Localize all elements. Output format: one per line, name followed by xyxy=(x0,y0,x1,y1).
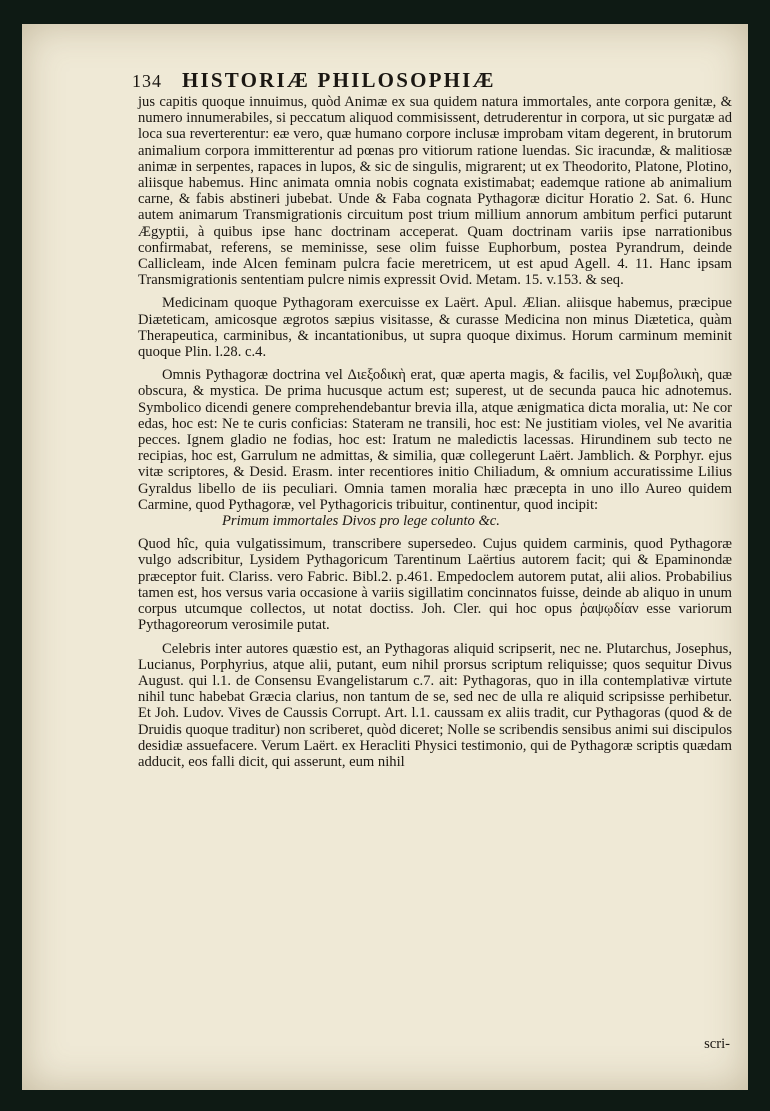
paragraph-continuation: jus capitis quoque innuimus, quòd Animæ ex sua quidem natura immortales, ante corpora genitæ, & numero innumerabiles, si peccatum aliquod commisissent, detruderentur in corpora, ut sic purgatæ ad loca sua reverterentur: eæ vero, quæ humano corpore inclusæ improbam vitam degerent, in brutorum animalium corpora immitterentur ad pœnas pro vitiorum ratione luendas. Sic iracundæ, & malitiosæ animæ in serpentes, rapaces in lupos, & sic de singulis, migrarent; ut ex Theodorito, Platone, Plotino, aliisque habemus. Hinc animata omnia nobis cognata existimabat; eademque ratione ab animalium carne, & fabis abstineri jubebat. Unde & Faba cognata Pythagoræ dicitur Horatio 2. Sat. 6. Hunc autem animarum Transmigrationis circuitum post trium millium annorum ambitum perfici putarunt Ægyptii, à quibus ipse hanc doctrinam acceperat. Quam doctrinam variis ipse narrationibus confirmabat, referens, se meminisse, sese olim fuisse Euphorbum, postea Pyrandrum, deinde Callicleam, inde Alcen feminam pulcra facie meretricem, ut est apud Agell. 4. 11. Hanc ipsam Transmigrationis sententiam pulcre nimis expressit Ovid. Metam. 15. v.153. & seq. xyxy=(138,94,732,289)
catchword: scri- xyxy=(704,1036,730,1052)
running-title: HISTORIÆ PHILOSOPHIÆ xyxy=(182,68,496,92)
verse-line: Primum immortales Divos pro lege colunto &c. xyxy=(222,513,500,530)
paragraph-doctrine: Omnis Pythagoræ doctrina vel Διεξοδικὴ erat, quæ aperta magis, & facilis, vel Συμβολικὴ, quæ obscura, & mystica. De prima hucusque actum est; superest, ut de secunda pauca hic adnotemus. Symbolico dicendi genere comprehendebantur brevia illa, atque ænigmatica dicta moralia, ut: Ne cor edas, hoc est: Ne te curis conficias: Stateram ne transili, hoc est: Ne justitiam violes, vel Ne avaritia pecces. Ignem gladio ne fodias, hoc est: Iratum ne maledictis lacessas. Hirundinem sub tecto ne recipias, hoc est, Garrulum ne admittas, & similia, quæ collegerunt Laërt. Jamblich. & Porphyr. ejus vitæ scriptores, & Desid. Erasm. inter recentiores initio Chiliadum, & omnium accuratissime Lilius Gyraldus libello de iis peculiari. Omnia tamen moralia hæc præcepta in uno illo Aureo quidem Carmine, quod Pythagoræ, vel Pythagoricis tribuitur, continentur, quod incipit: xyxy=(138,367,732,513)
paragraph-writings: Celebris inter autores quæstio est, an Pythagoras aliquid scripserit, nec ne. Plutarchus, Josephus, Lucianus, Porphyrius, atque alii, putant, eum nihil prorsus scriptum reliquisse; quos sequitur Divus August. qui l.1. de Consensu Evangelistarum c.7. ait: Pythagoras, quo in illa contemplativæ virtute nihil tunc habebat Græcia clarius, non tantum de se, sed nec de ulla re aliquid scripsisse perhibetur. Et Joh. Ludov. Vives de Caussis Corrupt. Art. l.1. caussam ex aliis tradit, cur Pythagoras (quod & de Druidis quoque traditur) non scriberet, quòd diceret; Nolle se scribendis sensibus animi sui discipulos desidiæ assuefacere. Verum Laërt. ex Heracliti Physici testimonio, qui de Pythagoræ scriptis quædam adducit, eos falli dicit, qui asserunt, eum nihil xyxy=(138,640,732,770)
book-page xyxy=(22,24,748,1090)
running-header xyxy=(132,68,712,93)
paragraph-golden-verse: Quod hîc, quia vulgatissimum, transcribere supersedeo. Cujus quidem carminis, quod Pythagoræ vulgo adscribitur, Lysidem Pythagoricum Tarentinum Laërtius autorem facit; qui & Epaminondæ præceptor fuit. Clariss. vero Fabric. Bibl.2. p.461. Empedoclem autorem putat, alii alios. Probabilius tamen est, hos versus varia occasione à variis sigillatim concinnatos fuisse, deinde ab aliquo in unum corpus utcumque collectos, ut notat doctiss. Joh. Cler. qui hoc opus ῥαψῳδίαν esse variorum Pythagoreorum verosimile putat. xyxy=(138,536,732,634)
text-block xyxy=(138,94,732,770)
page-number: 134 xyxy=(132,71,162,91)
paragraph-medicine: Medicinam quoque Pythagoram exercuisse ex Laërt. Apul. Ælian. aliisque habemus, præcipue Diæteticam, amicosque ægrotos sæpius visitasse, & curasse Medicina non minus Diætetica, quàm Therapeutica, carminibus, & incantationibus, ut supra quoque diximus. Horum carminum meminit quoque Plin. l.28. c.4. xyxy=(138,295,732,361)
